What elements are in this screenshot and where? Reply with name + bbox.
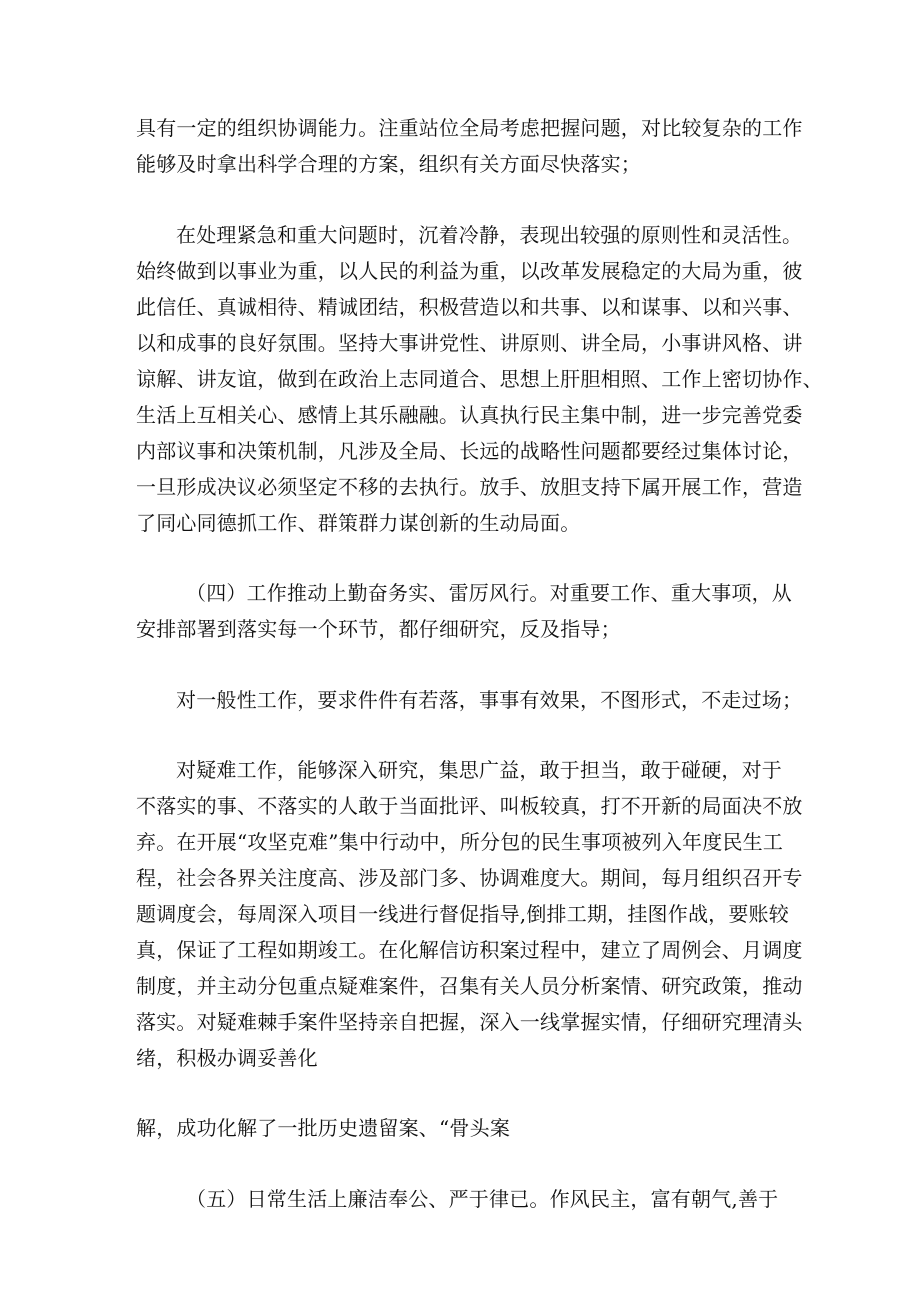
paragraph-line: 绪，积极办调妥善化 [136,1046,318,1070]
paragraph-line: 程，社会各界关注度高、涉及部门多、协调难度大。期间，每月组织召开专 [136,866,803,890]
paragraph-line: 制度，并主动分包重点疑难案件，召集有关人员分析案情、研究政策，推动 [136,974,803,998]
paragraph-line: 对疑难工作，能够深入研究，集思广益，敢于担当，敢于碰硬，对于 [176,758,782,782]
paragraph-line: 在处理紧急和重大问题时，沉着冷静，表现出较强的原则性和灵活性。 [176,223,803,247]
paragraph-line: 此信任、真诚相待、精诚团结，积极营造以和共事、以和谋事、以和兴事、 [136,295,803,319]
paragraph-line: 能够及时拿出科学合理的方案，组织有关方面尽快落实； [136,152,641,176]
paragraph-line: 谅解、讲友谊，做到在政治上志同道合、思想上肝胆相照、工作上密切协作、 [136,367,823,391]
section-heading-five: （五）日常生活上廉洁奉公、严于律已。作风民主，富有朝气,善于 [186,1187,779,1211]
paragraph-line: 安排部署到落实每一个环节，都仔细研究，反及指导； [136,617,621,641]
paragraph-line: 生活上互相关心、感情上其乐融融。认真执行民主集中制，进一步完善党委 [136,403,803,427]
paragraph-line: 真，保证了工程如期竣工。在化解信访积案过程中，建立了周例会、月调度 [136,938,803,962]
paragraph-line: 内部议事和决策机制，凡涉及全局、长远的战略性问题都要经过集体讨论， [136,439,803,463]
paragraph-line: 具有一定的组织协调能力。注重站位全局考虑把握问题，对比较复杂的工作 [136,116,803,140]
paragraph-line: 始终做到以事业为重，以人民的利益为重，以改革发展稳定的大局为重，彼 [136,259,803,283]
paragraph-line: 弃。在开展“攻坚克难”集中行动中，所分包的民生事项被列入年度民生工 [136,830,784,854]
paragraph-line: 了同心同德抓工作、群策群力谋创新的生动局面。 [136,511,581,535]
paragraph-line: 解，成功化解了一批历史遗留案、“骨头案 [136,1116,511,1140]
paragraph-line: 一旦形成决议必须坚定不移的去执行。放手、放胆支持下属开展工作，营造 [136,475,803,499]
paragraph-line: 对一般性工作，要求件件有若落，事事有效果，不图形式，不走过场； [176,688,803,712]
paragraph-line: 不落实的事、不落实的人敢于当面批评、叫板较真，打不开新的局面决不放 [136,794,803,818]
paragraph-line: 题调度会，每周深入项目一线进行督促指导,倒排工期，挂图作战，要账较 [136,902,789,926]
section-heading-four: （四）工作推动上勤奋务实、雷厉风行。对重要工作、重大事项，从 [186,581,792,605]
paragraph-line: 落实。对疑难棘手案件坚持亲自把握，深入一线掌握实情，仔细研究理清头 [136,1010,803,1034]
paragraph-line: 以和成事的良好氛围。坚持大事讲党性、讲原则、讲全局，小事讲风格、讲 [136,331,803,355]
